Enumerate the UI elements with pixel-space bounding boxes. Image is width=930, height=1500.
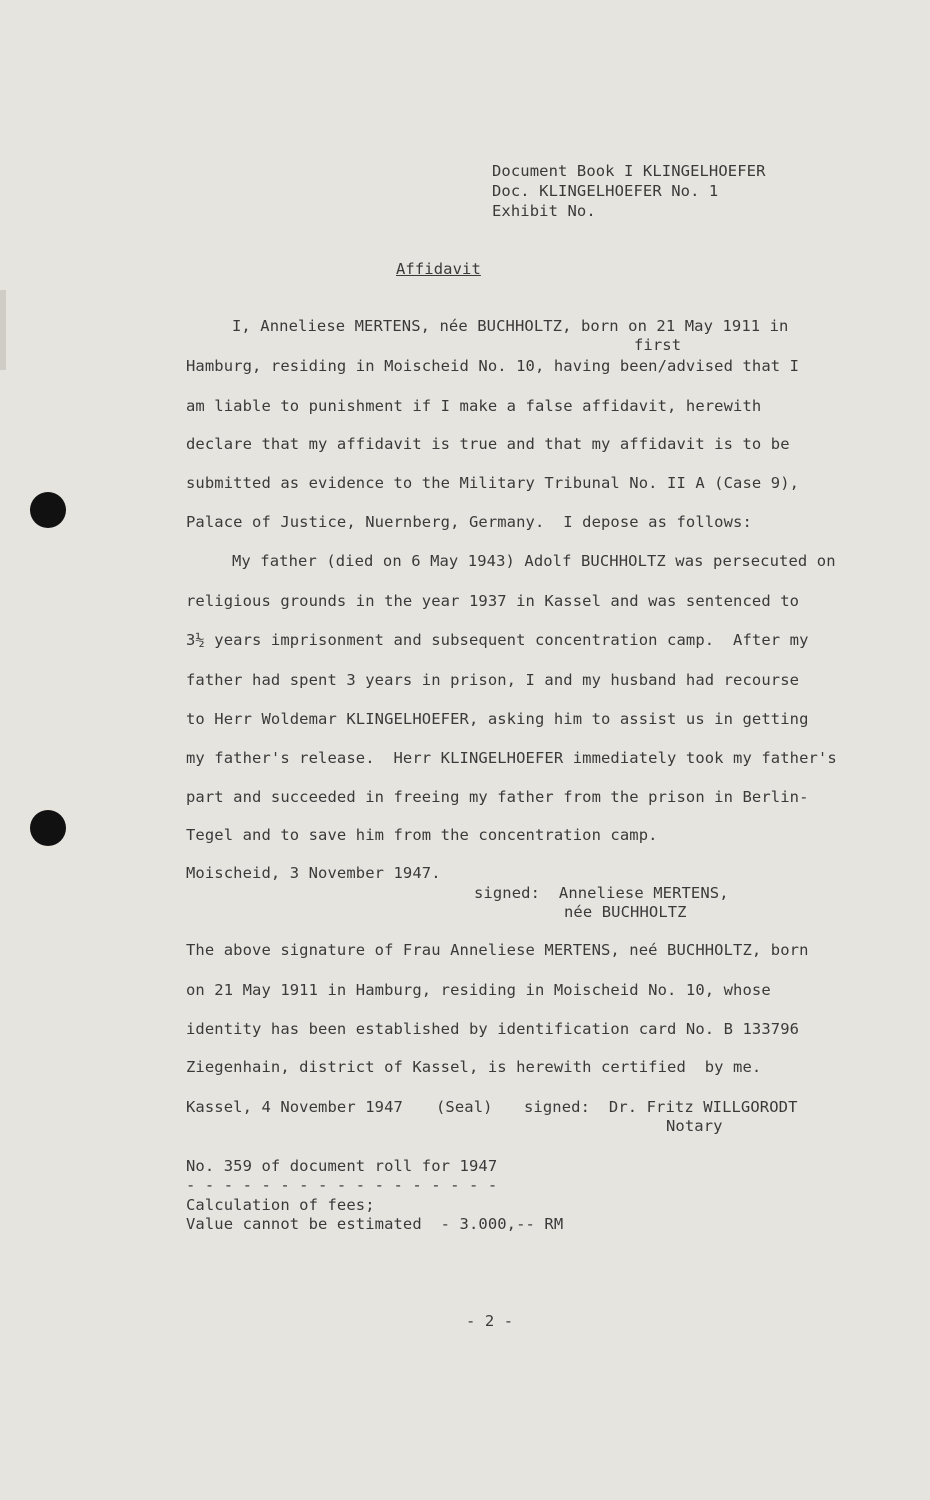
punch-hole [30, 492, 66, 528]
fees-line: Calculation of fees; [186, 1196, 375, 1214]
punch-hole [30, 810, 66, 846]
header-line-1: Document Book I KLINGELHOEFER [492, 162, 766, 180]
header-line-2: Doc. KLINGELHOEFER No. 1 [492, 182, 719, 200]
header-line-3: Exhibit No. [492, 202, 596, 220]
page-edge-mark [0, 290, 6, 370]
signature-block: signed: Anneliese MERTENS, [474, 884, 729, 902]
certification-line: The above signature of Frau Anneliese MERTENS, neé BUCHHOLTZ, born [186, 941, 809, 959]
page-number: - 2 - [466, 1312, 514, 1330]
para1-line: Hamburg, residing in Moischeid No. 10, having been/advised that I [186, 357, 800, 375]
place-date: Moischeid, 3 November 1947. [186, 864, 441, 882]
para2-line: 3½ years imprisonment and subsequent concentration camp. After my [186, 631, 809, 649]
para1-line: declare that my affidavit is true and that my affidavit is to be [186, 435, 790, 453]
para2-line: father had spent 3 years in prison, I and my husband had recourse [186, 671, 800, 689]
para2-line: part and succeeded in freeing my father from the prison in Berlin- [186, 788, 809, 806]
certification-line: identity has been established by identification card No. B 133796 [186, 1020, 800, 1038]
para2-line: religious grounds in the year 1937 in Kassel and was sentenced to [186, 592, 800, 610]
dashed-separator: - - - - - - - - - - - - - - - - - [186, 1176, 498, 1194]
notary-signed: signed: Dr. Fritz WILLGORODT [524, 1098, 798, 1116]
para1-line: I, Anneliese MERTENS, née BUCHHOLTZ, born on 21 May 1911 in [232, 317, 789, 335]
notary-place-date: Kassel, 4 November 1947 [186, 1098, 403, 1116]
insertion-above-line: first [634, 336, 682, 354]
para2-line: to Herr Woldemar KLINGELHOEFER, asking him to assist us in getting [186, 710, 809, 728]
para1-line: am liable to punishment if I make a false affidavit, herewith [186, 397, 762, 415]
certification-line: Ziegenhain, district of Kassel, is herewith certified by me. [186, 1058, 762, 1076]
notary-title: Notary [666, 1117, 723, 1135]
para2-line: Tegel and to save him from the concentration camp. [186, 826, 658, 844]
signature-block: née BUCHHOLTZ [564, 903, 687, 921]
certification-line: on 21 May 1911 in Hamburg, residing in Moischeid No. 10, whose [186, 981, 771, 999]
para1-line: submitted as evidence to the Military Tribunal No. II A (Case 9), [186, 474, 800, 492]
notary-seal: (Seal) [436, 1098, 493, 1116]
para2-line: My father (died on 6 May 1943) Adolf BUCHHOLTZ was persecuted on [232, 552, 836, 570]
document-roll: No. 359 of document roll for 1947 [186, 1157, 498, 1175]
fees-line: Value cannot be estimated - 3.000,-- RM [186, 1215, 564, 1233]
document-title: Affidavit [396, 260, 481, 278]
para1-line: Palace of Justice, Nuernberg, Germany. I depose as follows: [186, 513, 752, 531]
para2-line: my father's release. Herr KLINGELHOEFER immediately took my father's [186, 749, 837, 767]
